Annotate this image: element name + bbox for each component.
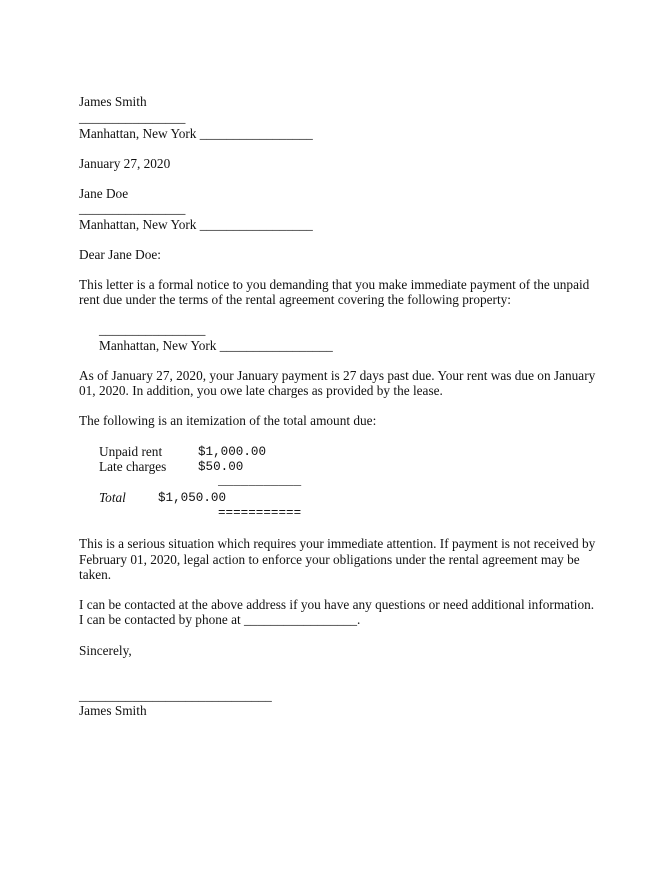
warning-line-2: February 01, 2020, legal action to enforce your obligations under the rental agreement may be	[79, 552, 580, 567]
contact-line-1: I can be contacted at the above address if you have any questions or need additional information.	[79, 597, 595, 612]
recipient-city: Manhattan, New York _________________	[79, 217, 313, 232]
item-label: Unpaid rent	[99, 444, 163, 459]
sender-city: Manhattan, New York _________________	[79, 126, 313, 141]
property-city: Manhattan, New York _________________	[99, 338, 333, 353]
itemization-intro: The following is an itemization of the total amount due:	[79, 413, 377, 428]
total-amount: $1,050.00	[158, 491, 227, 505]
overdue-line-2: 01, 2020. In addition, you owe late charges as provided by the lease.	[79, 383, 443, 398]
letter-date: January 27, 2020	[79, 156, 171, 171]
signature-name: James Smith	[79, 703, 147, 718]
salutation: Dear Jane Doe:	[79, 247, 161, 262]
recipient-blank: ________________	[79, 201, 186, 216]
sender-blank: ________________	[79, 110, 186, 125]
sender-name: James Smith	[79, 94, 147, 109]
intro-line-1: This letter is a formal notice to you demanding that you make immediate payment of the unpaid	[79, 277, 590, 292]
item-amount: $1,000.00	[198, 445, 267, 459]
item-amount: $50.00	[198, 460, 244, 474]
closing: Sincerely,	[79, 643, 132, 658]
subtotal-rule: ___________	[218, 474, 302, 488]
total-label: Total	[99, 490, 126, 505]
item-label: Late charges	[99, 459, 167, 474]
signature-line: _____________________________	[79, 688, 272, 703]
intro-line-2: rent due under the terms of the rental agreement covering the following property:	[79, 292, 511, 307]
property-blank: ________________	[99, 322, 206, 337]
overdue-line-1: As of January 27, 2020, your January payment is 27 days past due. Your rent was due on January	[79, 368, 596, 383]
contact-line-2: I can be contacted by phone at _________________.	[79, 612, 361, 627]
double-rule: ===========	[218, 506, 302, 520]
warning-line-1: This is a serious situation which requires your immediate attention. If payment is not received by	[79, 536, 596, 551]
warning-line-3: taken.	[79, 567, 112, 582]
recipient-name: Jane Doe	[79, 186, 129, 201]
